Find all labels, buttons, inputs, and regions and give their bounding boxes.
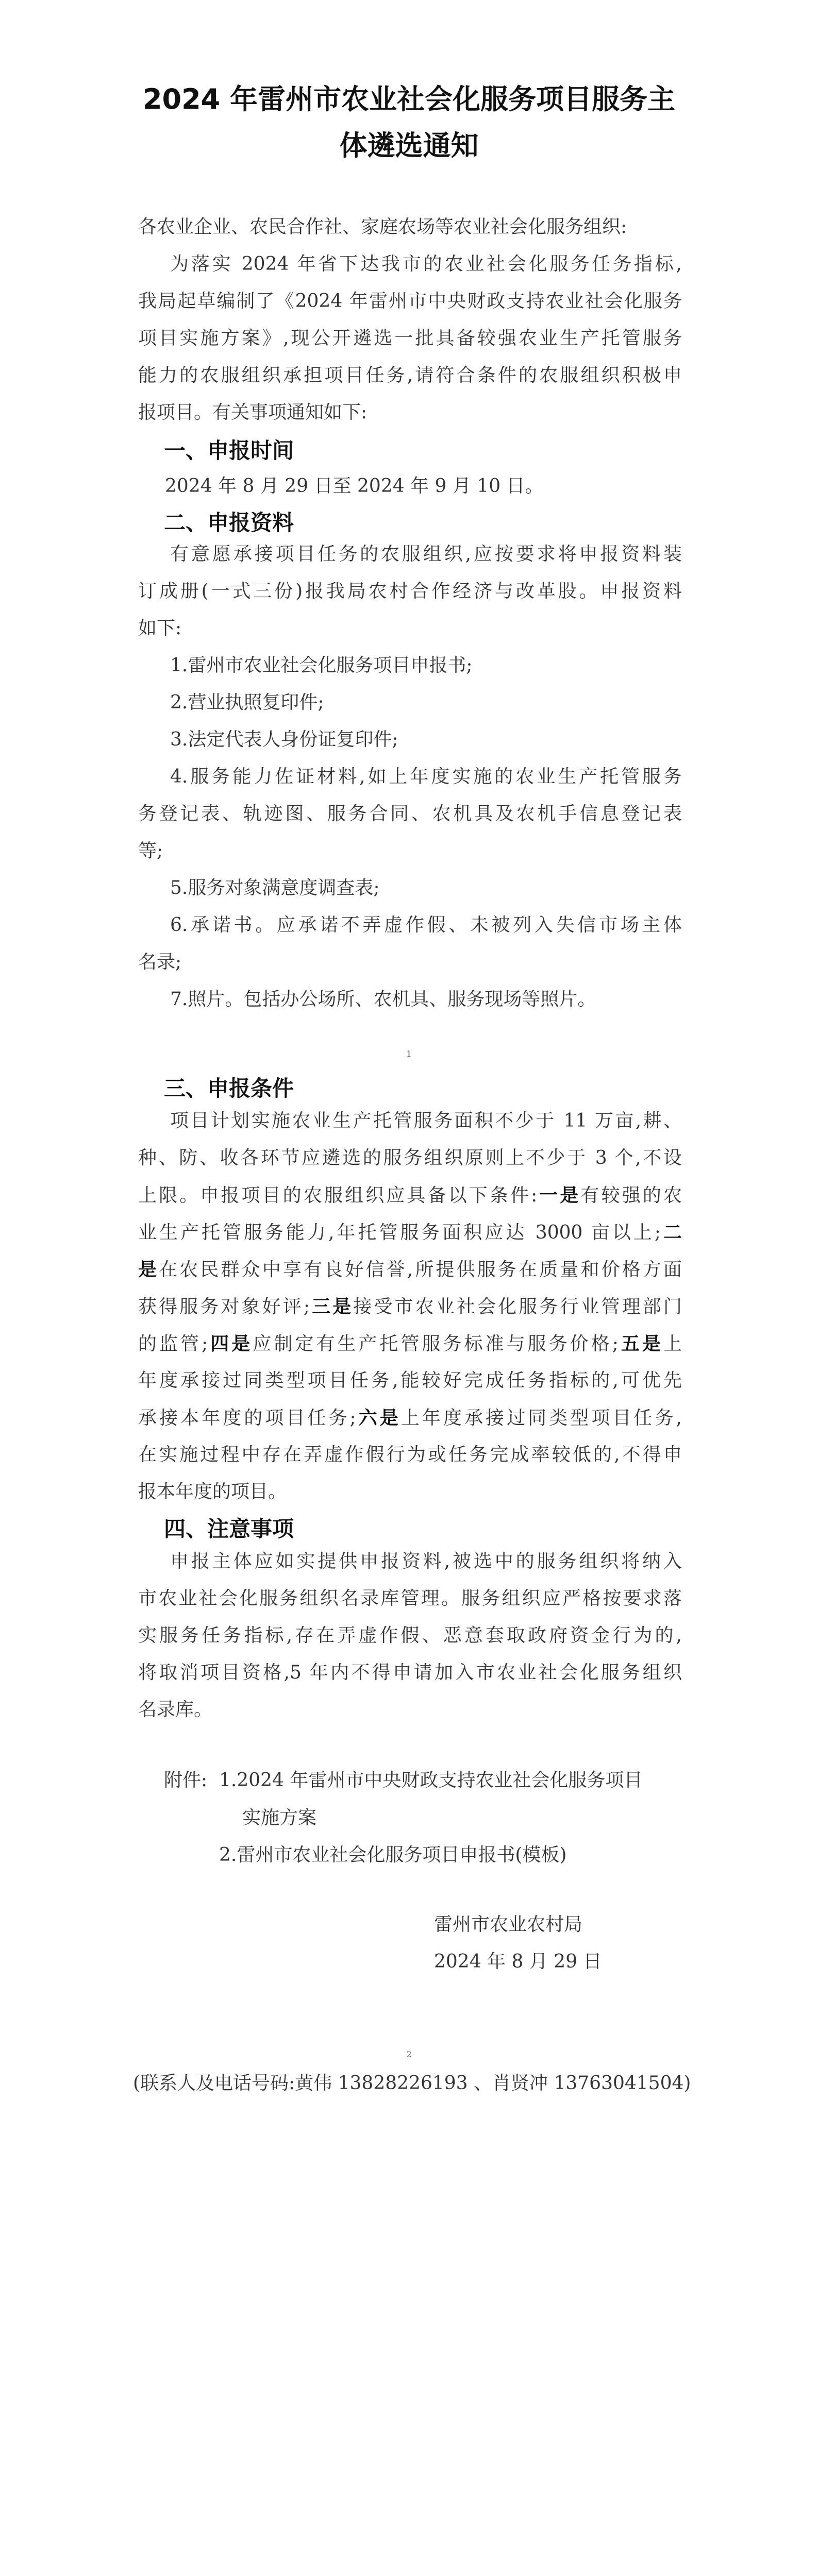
section-3-line: 报本年度的项目。 [138,1481,287,1502]
section-3-line: 业生产托管服务能力,年托管服务面积应达 3000 亩以上;二 [138,1222,682,1243]
signature-organization: 雷州市农业农村局 [434,1914,583,1935]
attachment-item-1-continued: 实施方案 [242,1807,317,1828]
signature-date: 2024 年 8 月 29 日 [434,1951,602,1972]
intro-line: 为落实 2024 年省下达我市的农业社会化服务任务指标, [170,253,682,275]
list-item: 2.营业执照复印件; [170,692,324,713]
list-item-continued: 务登记表、轨迹图、服务合同、农机具及农机手信息登记表 [138,803,682,824]
document-title-line-1: 2024 年雷州市农业社会化服务项目服务主 [142,83,676,115]
section-3-paragraph [138,1103,682,1511]
section-3-line: 获得服务对象好评;三是接受市农业社会化服务行业管理部门 [138,1296,682,1317]
contact-info: (联系人及电话号码:黄伟 13828226193 、肖贤冲 13763041504) [133,2073,691,2094]
intro-paragraph [138,246,682,431]
list-item: 4.服务能力佐证材料,如上年度实施的农业生产托管服务 [170,766,682,787]
section-2-heading: 二、申报资料 [164,510,294,535]
intro-line: 项目实施方案》,现公开遴选一批具备较强农业生产托管服务 [138,328,682,349]
attachment-item-1: 1.2024 年雷州市中央财政支持农业社会化服务项目 [219,1770,643,1791]
section-4-paragraph [138,1543,682,1728]
list-item: 3.法定代表人身份证复印件; [170,729,398,750]
section-4-line: 实服务任务指标,存在弄虚作假、恶意套取政府资金行为的, [138,1625,682,1646]
attachment-item-2: 2.雷州市农业社会化服务项目申报书(模板) [219,1844,567,1866]
list-item-continued: 等; [138,840,163,861]
section-2-items [138,647,682,1018]
section-4-line: 申报主体应如实提供申报资料,被选中的服务组织将纳入 [170,1551,682,1572]
section-3-line: 种、防、收各环节应遴选的服务组织原则上不少于 3 个,不设 [138,1147,682,1168]
section-3-line: 的监管;四是应制定有生产托管服务标准与服务价格;五是上 [138,1333,682,1354]
section-3-line: 项目计划实施农业生产托管服务面积不少于 11 万亩,耕、 [170,1110,682,1131]
intro-line: 报项目。有关事项通知如下: [138,402,368,423]
section-3-line: 承接本年度的项目任务;六是上年度承接过同类型项目任务, [138,1407,682,1429]
list-item-continued: 名录; [138,952,182,973]
section-4-heading: 四、注意事项 [164,1516,294,1541]
attachments-label: 附件: [164,1770,208,1791]
section-3-line: 年度承接过同类型项目任务,能较好完成任务指标的,可优先 [138,1370,682,1391]
section-2-intro-line: 有意愿承接项目任务的农服组织,应按要求将申报资料装 [170,544,682,565]
section-3-line: 上限。申报项目的农服组织应具备以下条件:一是有较强的农 [138,1184,682,1206]
page-number: 1 [406,1049,412,1059]
section-3-line: 是在农民群众中享有良好信誉,所提供服务在质量和价格方面 [138,1259,682,1280]
section-1-heading: 一、申报时间 [164,438,294,463]
section-2-intro [138,536,682,647]
section-2-intro-line: 订成册(一式三份)报我局农村合作经济与改革股。申报资料 [138,581,682,602]
intro-line: 能力的农服组织承担项目任务,请符合条件的农服组织积极申 [138,365,682,386]
section-2-intro-line: 如下: [138,618,182,639]
intro-line: 我局起草编制了《2024 年雷州市中央财政支持农业社会化服务 [138,291,682,312]
section-3-heading: 三、申报条件 [164,1076,294,1101]
section-3-line: 在实施过程中存在弄虚作假行为或任务完成率较低的,不得申 [138,1444,682,1465]
list-item: 1.雷州市农业社会化服务项目申报书; [170,655,473,676]
document-title-line-2: 体遴选通知 [339,129,479,162]
page-number: 2 [406,2049,412,2059]
list-item: 5.服务对象满意度调查表; [170,877,380,899]
section-4-line: 市农业社会化服务组织名录库管理。服务组织应严格按要求落 [138,1588,682,1609]
salutation: 各农业企业、农民合作社、家庭农场等农业社会化服务组织: [138,216,627,238]
section-4-line: 名录库。 [138,1699,213,1720]
list-item: 6.承诺书。应承诺不弄虚作假、未被列入失信市场主体 [170,914,682,936]
list-item: 7.照片。包括办公场所、农机具、服务现场等照片。 [170,989,596,1010]
section-4-line: 将取消项目资格,5 年内不得申请加入市农业社会化服务组织 [138,1662,682,1683]
section-1-text: 2024 年 8 月 29 日至 2024 年 9 月 10 日。 [165,476,544,497]
